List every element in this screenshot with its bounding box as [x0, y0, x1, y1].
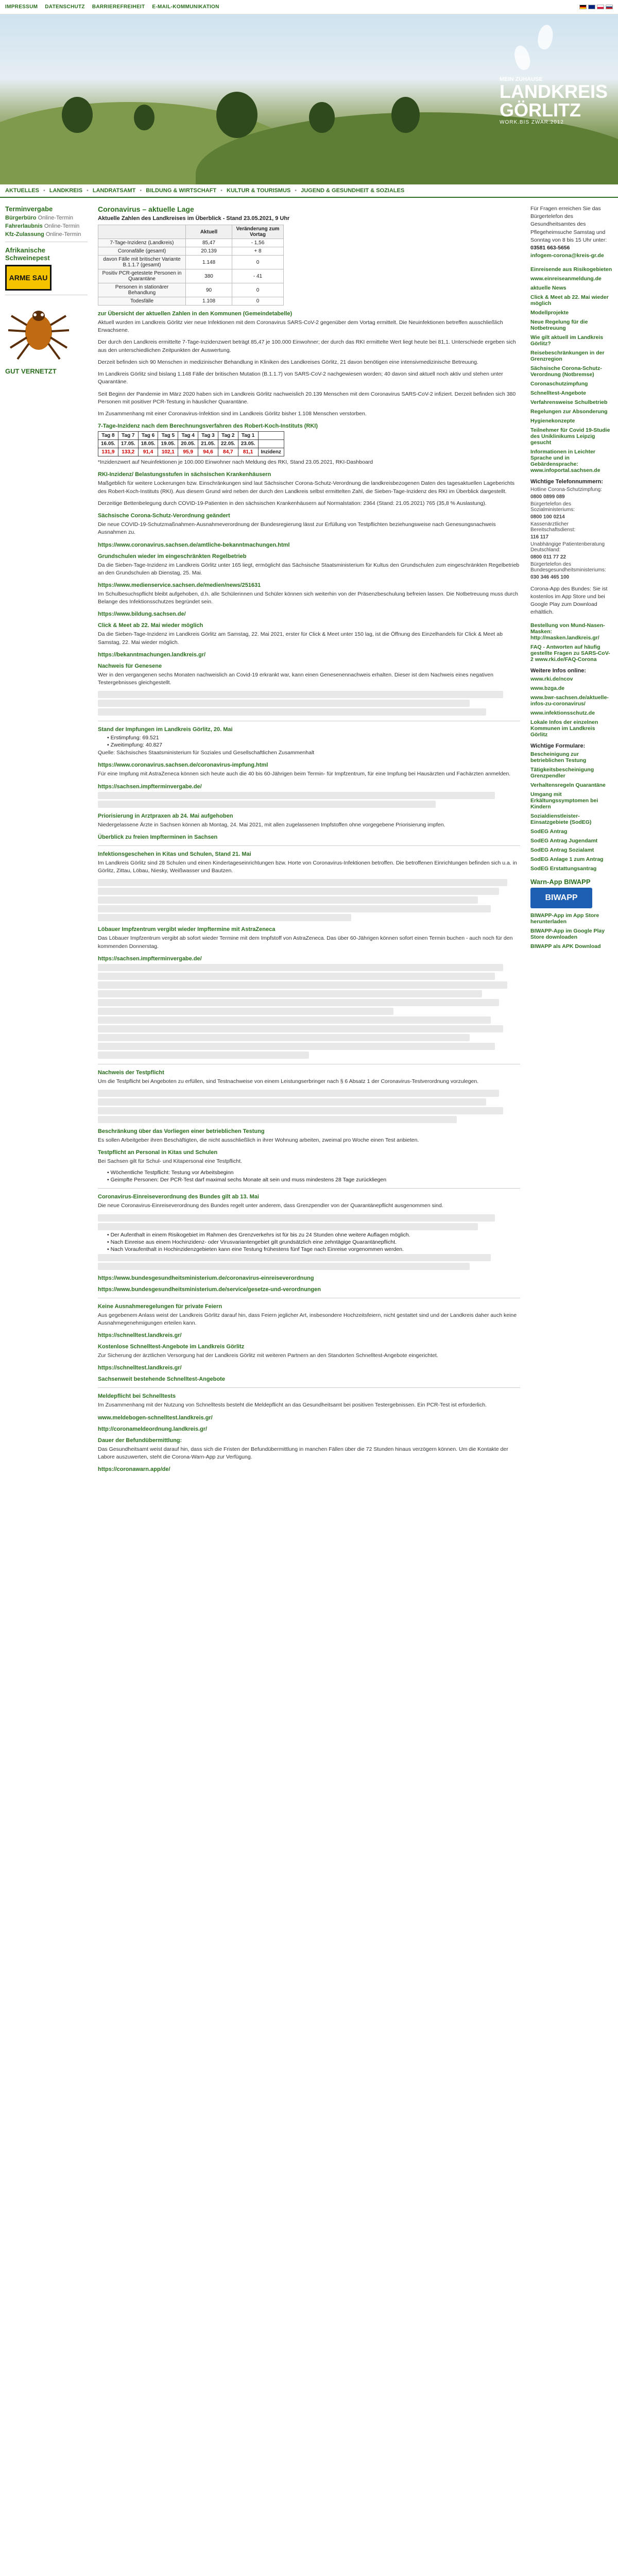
warnapp-heading: Warn-App BIWAPP — [530, 878, 591, 886]
text-line — [98, 801, 436, 808]
termin-link-fahrerlaubnis[interactable] — [5, 223, 88, 229]
paragraph: Derzeit befinden sich 90 Menschen in medizinischer Behandlung in Kliniken des Landkreises Görlitz, 21 davon benötigen eine intensivmedizinische Betreuung. — [98, 359, 478, 365]
nav-separator: • — [220, 188, 222, 194]
nav-separator: • — [87, 188, 89, 194]
form-link[interactable]: Umgang mit Erkältungssymptomen bei Kindern — [530, 791, 598, 810]
paragraph: Da die Sieben-Tage-Inzidenz im Landkreis Görlitz am Samstag, 22. Mai 2021, erster für Click & Meet unter 150 lag, ist die Öffnung des Einzelhandels für Click & Meet ab Samstag, 22. Mai wieder möglich. — [98, 631, 503, 646]
page-body — [0, 198, 618, 1475]
top-nav-impressum[interactable]: IMPRESSUM — [5, 4, 38, 10]
weitere-heading: Weitere Infos online: — [530, 668, 586, 674]
tick-icon — [5, 300, 72, 362]
table-cell: davon Fälle mit britischer Variante B.1.1.7 (gesamt) — [98, 256, 186, 269]
table-cell: Positiv PCR-getestete Personen in Quarantäne — [98, 269, 186, 283]
paragraph: Im Zusammenhang mit einer Coronavirus-Infektion sind im Landkreis Görlitz bisher 1.108 Menschen verstorben. — [98, 410, 367, 417]
tage-cell: 133,2 — [118, 448, 138, 456]
text-line — [98, 1034, 470, 1041]
afrikanische-link[interactable]: Afrikanische Schweinepest — [5, 246, 50, 262]
paragraph: Bei Sachsen gilt für Schul- und Kitapersonal eine Testpflicht. — [98, 1158, 242, 1165]
termin-title: Kfz-Zulassung — [5, 231, 44, 238]
form-link[interactable]: Tätigkeitsbescheinigung Grenzpendler — [530, 767, 594, 779]
tage-cell: 131,9 — [98, 448, 118, 456]
paragraph: Aus gegebenem Anlass weist der Landkreis Görlitz darauf hin, dass Feiern jeglicher Art, insbesondere Hochzeitsfeiern, nicht gestattet sind und der Landkreis daher auch keine Ausnahmegenehmigungen erteilen kann. — [98, 1312, 517, 1326]
sidebar-link[interactable]: Lokale Infos der einzelnen Kommunen im Landkreis Görlitz — [530, 719, 598, 738]
table-cell: - 1,56 — [232, 239, 284, 247]
hotline-number[interactable]: 03581 663-5656 — [530, 245, 570, 251]
flag-pl-icon[interactable] — [597, 5, 604, 9]
tage-cell — [258, 432, 284, 440]
sidebar-link[interactable]: Reisebeschränkungen in der Grenzregion — [530, 349, 605, 362]
nav-kultur[interactable]: KULTUR & TOURISMUS — [227, 188, 291, 194]
form-link[interactable]: Sozialdienstleister-Einsatzgebiete (SodEG) — [530, 813, 592, 826]
tage-note: *Inzidenzwert auf Neuinfektionen je 100.000 Einwohner nach Meldung des RKI, Stand 23.05.2021, RKI-Dashboard — [98, 459, 373, 466]
termin-link-kfz[interactable] — [5, 231, 88, 238]
table-cell: 0 — [232, 256, 284, 269]
arme-sau-banner[interactable]: ARME SAU — [5, 265, 52, 291]
termin-title: Bürgerbüro — [5, 215, 37, 221]
termin-link-buergerbuero[interactable] — [5, 215, 88, 221]
tage-cell: 81,1 — [238, 448, 258, 456]
text-line — [98, 1098, 486, 1106]
sidebar-link[interactable]: www.bwr-sachsen.de/aktuelle-infos-zu-coronavirus/ — [530, 694, 609, 707]
formulare-heading: Wichtige Formulare: — [530, 743, 586, 750]
section-heading: Infektionsgeschehen in Kitas und Schulen, Stand 21. Mai — [98, 851, 251, 857]
list-item: • Nach Voraufenthalt in Hochinzidenzgebieten kann eine Testung frühestens fünf Tage nach Einreise vorgenommen werden. — [107, 1246, 520, 1252]
section-heading: Kostenlose Schnelltest-Angebote im Landkreis Görlitz — [98, 1344, 245, 1350]
site-logo[interactable] — [500, 76, 608, 133]
text-line — [98, 879, 507, 886]
text-line — [98, 792, 495, 799]
stats-subtitle: Aktuelle Zahlen des Landkreises im Überblick - Stand 23.05.2021, 9 Uhr — [98, 215, 290, 222]
hotline-value[interactable]: 0800 0899 089 — [530, 494, 565, 500]
sidebar-link[interactable]: Teilnehmer für Covid 19-Studie des Uniklinikums Leipzig gesucht — [530, 427, 610, 446]
main-nav — [0, 184, 618, 198]
form-link[interactable]: SodEG Anlage 1 zum Antrag — [530, 856, 604, 863]
sidebar-link[interactable]: Hygienekonzepte — [530, 417, 575, 424]
table-header: Aktuell — [186, 225, 232, 239]
rki-heading: 7-Tage-Inzidenz nach dem Berechnungsverfahren des Robert-Koch-Instituts (RKI) — [98, 423, 318, 430]
table-row — [98, 297, 284, 306]
biwapp-logo[interactable]: BIWAPP — [530, 888, 592, 908]
tage-cell: 22.05. — [218, 440, 238, 448]
impftermin-link[interactable]: https://sachsen.impfterminvergabe.de/ — [98, 783, 202, 790]
banner-tree — [62, 97, 93, 133]
table-row — [98, 247, 284, 256]
tage-cell: 84,7 — [218, 448, 238, 456]
flag-de-icon[interactable] — [579, 5, 587, 9]
form-link[interactable]: SodEG Antrag Jugendamt — [530, 838, 598, 844]
text-line — [98, 888, 499, 895]
medienservice-link[interactable]: https://www.medienservice.sachsen.de/medien/news/251631 — [98, 582, 261, 588]
text-line — [98, 990, 482, 997]
hotline-mail[interactable]: infogem-corona@kreis-gr.de — [530, 252, 604, 259]
sidebar-link[interactable]: www.einreiseanmeldung.de — [530, 275, 602, 282]
text-line — [98, 1008, 393, 1015]
paragraph: Es sollen Arbeitgeber ihren Beschäftigten, die nicht ausschließlich in ihrer Wohnung arbeiten, zweimal pro Woche einen Test anbieten. — [98, 1137, 419, 1143]
gemeindetabelle-link[interactable]: zur Übersicht der aktuellen Zahlen in den Kommunen (Gemeindetabelle) — [98, 311, 293, 317]
app-store-link[interactable]: BIWAPP-App im App Store herunterladen — [530, 912, 599, 925]
schnelltest-link[interactable]: Sachsenweit bestehende Schnelltest-Angebote — [98, 1376, 225, 1383]
nav-separator: • — [140, 188, 142, 194]
rki-incidence-table — [98, 431, 284, 456]
logo-line2: LANDKREIS — [500, 81, 608, 102]
table-header-row — [98, 225, 284, 239]
bekanntmachungen-link[interactable]: https://bekanntmachungen.landkreis.gr/ — [98, 651, 206, 658]
page-title: Coronavirus – aktuelle Lage — [98, 205, 194, 213]
logo-tagline: WORK.BIS ZWAR.2012 — [500, 120, 564, 125]
section-heading: Nachweis der Testpflicht — [98, 1069, 164, 1076]
top-nav-datenschutz[interactable]: DATENSCHUTZ — [45, 4, 85, 10]
section-heading: RKI-Inzidenz/ Belastungsstufen in sächsischen Krankenhäusern — [98, 471, 271, 478]
paragraph: Wer in den vergangenen sechs Monaten nachweislich an Covid-19 erkrankt war, kann einen Genesenennachweis erhalten. Dieser ist dem Nachweis eines negativen Testergebnisses gleichgestellt. — [98, 671, 493, 686]
logo-line1: MEIN ZUHAUSE — [500, 76, 543, 82]
paragraph: Die neue Coronavirus-Einreiseverordnung des Bundes regelt unter anderem, dass Grenzpendler von der Quarantänepflicht ausgenommen sind. — [98, 1202, 443, 1209]
terminvergabe-title: Terminvergabe — [5, 205, 53, 213]
gut-vernetzt-heading: GUT VERNETZT — [5, 367, 57, 375]
table-cell: - 41 — [232, 269, 284, 283]
footprint-icon — [536, 24, 555, 50]
tage-cell: Tag 7 — [118, 432, 138, 440]
top-nav — [5, 4, 219, 10]
coronameldeordnung-link[interactable]: http://coronameldeordnung.landkreis.gr/ — [98, 1426, 208, 1432]
sidebar-link[interactable]: Wie gilt aktuell im Landkreis Görlitz? — [530, 334, 604, 347]
paragraph: Zur Sicherung der ärztlichen Versorgung hat der Landkreis Görlitz mit weiteren Partnern an den Standorten Schnelltest-Angebote eingerichtet. — [98, 1352, 438, 1359]
text-line — [98, 964, 503, 971]
form-link[interactable]: SodEG Erstattungsantrag — [530, 866, 597, 872]
table-row — [98, 239, 284, 247]
table-cell: 1.148 — [186, 256, 232, 269]
text-line — [98, 1025, 503, 1032]
hotline-label: Unabhängige Patientenberatung Deutschland: — [530, 541, 605, 553]
tage-cell: 19.05. — [158, 440, 178, 448]
text-line — [98, 905, 491, 912]
text-line — [98, 1090, 499, 1097]
banner-tree — [309, 102, 335, 133]
hotline-value[interactable]: 0800 011 77 22 — [530, 554, 566, 560]
hotline-value[interactable]: 116 117 — [530, 534, 549, 540]
hotline-text: Für Fragen erreichen Sie das Bürgertelefon des Gesundheitsamtes des Pflegeheimsuche Samstag und Sonntag von 8 bis 15 Uhr unter: — [530, 206, 607, 243]
text-line — [98, 1016, 491, 1024]
text-line — [98, 1043, 495, 1050]
sidebar-link[interactable]: Einreisende aus Risikogebieten — [530, 266, 612, 273]
sidebar-link[interactable]: Bestellung von Mund-Nasen-Masken: http://masken.landkreis.gr/ — [530, 622, 605, 641]
right-sidebar — [525, 205, 618, 1475]
tage-date-row — [98, 440, 284, 448]
table-header — [98, 225, 186, 239]
paragraph: Die neue COVID-19-Schutzmaßnahmen-Ausnahmeverordnung der Bundesregierung lässt zur Erfüllung von Testpflichten beziehungsweise nach Genesungsnachweis Ausnahmen zu. — [98, 521, 496, 536]
header-banner — [0, 14, 618, 184]
text-line — [98, 1254, 491, 1261]
sidebar-link[interactable]: Coronaschutzimpfung — [530, 380, 588, 387]
section-heading: Click & Meet ab 22. Mai wieder möglich — [98, 622, 203, 629]
table-cell: 20.139 — [186, 247, 232, 256]
table-cell: 1.108 — [186, 297, 232, 306]
section-heading: Testpflicht an Personal in Kitas und Schulen — [98, 1149, 218, 1156]
hotline-label: Kassenärztlicher Bereitschaftsdienst: — [530, 521, 576, 533]
text-line — [98, 896, 478, 904]
termin-sub: Online-Termin — [45, 231, 81, 238]
table-cell: Personen in stationärer Behandlung — [98, 283, 186, 297]
nav-separator: • — [43, 188, 45, 194]
section-heading: Grundschulen wieder im eingeschränkten Regelbetrieb — [98, 553, 247, 560]
flag-en-icon[interactable] — [588, 5, 595, 9]
paragraph: Im Landkreis Görlitz sind 28 Schulen und einen Kindertageseinrichtungen bzw. Horte von Coronavirus-Infektionen betroffen. Die betroffenen Einrichtungen befinden sich u.a. in Görlitz, Zittau, Löbau, Niesky, Weißwasser und Bautzen. — [98, 859, 517, 874]
paragraph: Im Zusammenhang mit der Nutzung von Schnelltests besteht die Meldepflicht an das Gesundheitsamt bei positiven Testergebnissen. Ein PCR-Test ist erforderlich. — [98, 1402, 487, 1409]
form-link[interactable]: Bescheinigung zur betrieblichen Testung — [530, 751, 587, 764]
text-line — [98, 1116, 457, 1123]
einreise-link[interactable]: https://www.bundesgesundheitsministerium.de/coronavirus-einreiseverordnung — [98, 1275, 314, 1281]
sidebar-link[interactable]: Informationen in Leichter Sprache und in Gebärdensprache: www.infoportal.sachsen.de — [530, 448, 600, 473]
form-link[interactable]: Verhaltensregeln Quarantäne — [530, 782, 606, 789]
section-heading: Beschränkung über das Vorliegen einer betrieblichen Testung — [98, 1128, 265, 1134]
sidebar-link[interactable]: www.bzga.de — [530, 685, 565, 692]
table-cell: 380 — [186, 269, 232, 283]
text-line — [98, 1052, 309, 1059]
text-line — [98, 1223, 478, 1230]
banner-tree — [134, 105, 154, 130]
divider — [98, 1188, 520, 1189]
section-heading: Keine Ausnahmeregelungen für private Feiern — [98, 1303, 222, 1310]
section-heading: Priorisierung in Arztpraxen ab 24. Mai aufgehoben — [98, 812, 233, 819]
tage-cell: Tag 3 — [198, 432, 218, 440]
section-heading: Sächsische Corona-Schutz-Verordnung geändert — [98, 513, 230, 519]
sidebar-link[interactable]: Neue Regelung für die Notbetreuung — [530, 318, 588, 331]
hotline-box — [530, 205, 613, 260]
termin-title: Fahrerlaubnis — [5, 223, 43, 229]
flag-cz-icon[interactable] — [606, 5, 613, 9]
text-line — [98, 1263, 470, 1270]
hotline-label: Bürgertelefon des Bundesgesundheitsministeriums: — [530, 561, 606, 573]
sidebar-link[interactable]: Sächsische Corona-Schutz-Verordnung (Notbremse) — [530, 365, 602, 378]
tage-cell: Tag 6 — [138, 432, 158, 440]
paragraph: Seit Beginn der Pandemie im März 2020 haben sich im Landkreis Görlitz nachweislich 20.139 Menschen mit dem Coronavirus SARS-CoV-2 infiziert. Derzeit befinden sich 380 Personen mit positiver PCR-Testung in häuslicher Quarantäne. — [98, 391, 516, 405]
testangebote-link[interactable]: https://schnelltest.landkreis.gr/ — [98, 1365, 182, 1371]
sidebar-link[interactable]: FAQ - Antworten auf häufig gestellte Fragen zu SARS-CoV-2 www.rki.de/FAQ-Corona — [530, 644, 610, 663]
paragraph: Das Gesundheitsamt weist darauf hin, dass sich die Fristen der Befundübermittlung in manchen Fällen über die 72 Stunden hinaus verzögern können. Um die Kontakte der Labore auszuwerten, steht die Corona-Warn-App zur Verfügung. — [98, 1446, 508, 1460]
table-row — [98, 269, 284, 283]
sidebar-link[interactable]: Regelungen zur Absonderung — [530, 408, 608, 415]
banner-tree — [216, 92, 258, 138]
paragraph: Im Landkreis Görlitz sind bislang 1.148 Fälle der britischen Mutation (B.1.1.7) von SARS-CoV-2 nachgewiesen worden; 40 davon sind aktuell noch aktiv und stehen unter Quarantäne. — [98, 371, 503, 385]
tick-warning-image[interactable] — [5, 300, 72, 362]
table-cell: 0 — [232, 283, 284, 297]
section-heading: Meldepflicht bei Schnelltests — [98, 1393, 176, 1400]
hotline-label: Hotline Corona-Schutzimpfung: — [530, 486, 602, 493]
section-heading: Nachweis für Genesene — [98, 663, 162, 669]
verordnungen-link[interactable]: https://www.bundesgesundheitsministerium.de/service/gesetze-und-verordnungen — [98, 1286, 321, 1293]
hotline-label: Bürgertelefon des Sozialministeriums: — [530, 501, 575, 513]
paragraph: Für eine Impfung mit AstraZeneca können sich heute auch die 40 bis 60-Jährigen beim Termin- für Impfzentrum, für eine Impfung bei Hausärzten und Fachärzten anmelden. — [98, 771, 511, 777]
tage-cell: 17.05. — [118, 440, 138, 448]
paragraph: Im Schulbesuchspflicht bleibt aufgehoben, d.h. alle Schülerinnen und Schüler können sich weiterhin von der Präsenzbeschulung befreien lassen. Die Notbetreuung muss durch Belange des Infektionsschutzes begründet sein. — [98, 590, 519, 605]
stats-table — [98, 225, 284, 306]
text-line — [98, 691, 503, 698]
text-line — [98, 700, 470, 707]
bildung-link[interactable]: https://www.bildung.sachsen.de/ — [98, 611, 186, 618]
section-heading: Löbauer Impfzentrum vergibt wieder Impftermine mit AstraZeneca — [98, 926, 276, 933]
tage-cell: 91,4 — [138, 448, 158, 456]
paragraph: Derzeitige Bettenbelegung durch COVID-19-Patienten in den sächsischen Krankenhäusern auf Normalstation: 2364 (Stand: 21.05.2021) 765 (35,8 % Auslastung). — [98, 500, 487, 506]
table-cell: Coronafälle (gesamt) — [98, 247, 186, 256]
sidebar-link[interactable]: www.rki.de/ncov — [530, 676, 573, 683]
tage-cell: 21.05. — [198, 440, 218, 448]
freie-termine-link[interactable]: Überblick zu freien Impfterminen in Sachsen — [98, 834, 218, 840]
termin-sub: Online-Termin — [38, 215, 74, 221]
table-header: Veränderung zum Vortag — [232, 225, 284, 239]
sidebar-link[interactable]: Schnelltest-Angebote — [530, 389, 586, 396]
text-line — [98, 914, 351, 921]
top-nav-email[interactable]: E-MAIL-KOMMUNIKATION — [152, 4, 219, 10]
termin-sub: Online-Termin — [44, 223, 80, 229]
loebau-link[interactable]: https://sachsen.impfterminvergabe.de/ — [98, 955, 202, 962]
tage-cell: Tag 1 — [238, 432, 258, 440]
table-cell: 7-Tage-Inzidenz (Landkreis) — [98, 239, 186, 247]
sidebar-link[interactable]: aktuelle News — [530, 284, 566, 291]
nav-jugend[interactable]: JUGEND & GESUNDHEIT & SOZIALES — [301, 188, 405, 194]
language-flags — [579, 5, 613, 9]
text-line — [98, 999, 499, 1006]
tage-cell: Tag 2 — [218, 432, 238, 440]
tage-value-row — [98, 448, 284, 456]
tage-cell: 95,9 — [178, 448, 198, 456]
nav-aktuelles[interactable]: AKTUELLES — [5, 188, 39, 194]
hotline-value[interactable]: 0800 100 0214 — [530, 514, 565, 520]
tage-cell: Tag 5 — [158, 432, 178, 440]
sachsen-link[interactable]: https://www.coronavirus.sachsen.de/amtliche-bekanntmachungen.html — [98, 541, 290, 548]
coronawarn-link[interactable]: https://coronawarn.app/de/ — [98, 1466, 170, 1472]
list-item: • Erstimpfung: 69.521 — [107, 735, 520, 741]
top-bar — [0, 0, 618, 14]
text-line — [98, 1107, 503, 1114]
app-text: Corona-App des Bundes: Sie ist kostenlos im App Store und bei Google Play zum Download erhältlich. — [530, 585, 608, 616]
nav-separator: • — [295, 188, 297, 194]
text-line — [98, 973, 495, 980]
divider — [98, 1387, 520, 1388]
paragraph: Quelle: Sächsisches Staatsministerium für Soziales und Gesellschaftlichen Zusammenhalt — [98, 750, 315, 756]
paragraph: Da die Sieben-Tage-Inzidenz im Landkreis Görlitz unter 165 liegt, ermöglicht das Sächsische Staatsministerium für Kultus den Grundschulen zum eingeschränkten Regelbetrieb an den Grundschulen ab Dienstag, 25. Mai. — [98, 562, 520, 576]
hotlines-heading: Wichtige Telefonnummern: — [530, 478, 603, 485]
list-item: • Nach Einreise aus einem Hochinzidenz- oder Virusvariantengebiet gilt grundsätzlich eine zehntägige Quarantänepflicht. — [107, 1239, 520, 1245]
sidebar-link[interactable]: Modellprojekte — [530, 309, 569, 316]
list-item: • Der Aufenthalt in einem Risikogebiet im Rahmen des Grenzverkehrs ist für bis zu 24 Stunden ohne weitere Auflagen möglich. — [107, 1232, 520, 1238]
table-row — [98, 256, 284, 269]
tage-cell: 94,6 — [198, 448, 218, 456]
meldebogen-link[interactable]: www.meldebogen-schnelltest.landkreis.gr/ — [98, 1414, 213, 1421]
section-heading: Coronavirus-Einreiseverordnung des Bundes gilt ab 13. Mai — [98, 1194, 259, 1200]
paragraph: Der durch den Landkreis ermittelte 7-Tage-Inzidenzwert beträgt 85,47 je 100.000 Einwohner; der durch das RKI ermittelte Wert liegt heute bei 81,1. Unterschiede ergeben sich aus den unterschiedlichen Zeitpunkten der Auswertung. — [98, 339, 516, 353]
sidebar-link[interactable]: www.infektionsschutz.de — [530, 710, 595, 717]
nav-landratsamt[interactable]: LANDRATSAMT — [92, 188, 136, 194]
text-line — [98, 981, 507, 989]
tage-head-row — [98, 432, 284, 440]
sidebar-link[interactable]: Click & Meet ab 22. Mai wieder möglich — [530, 294, 609, 307]
table-cell: + 8 — [232, 247, 284, 256]
tage-cell: Inzidenz — [258, 448, 284, 456]
form-link[interactable]: SodEG Antrag — [530, 828, 568, 835]
nav-landkreis[interactable]: LANDKREIS — [49, 188, 83, 194]
section-heading: Stand der Impfungen im Landkreis Görlitz, 20. Mai — [98, 726, 233, 733]
tage-cell: 16.05. — [98, 440, 118, 448]
paragraph: Maßgeblich für weitere Lockerungen bzw. Einschränkungen sind laut Sächsischer Corona-Schutz-Verordnung die landkreisbezogenen Daten des tagesaktuellen Lageberichts des Robert-Koch-Instituts (RKI). Aus diesem Grund wird neben der durch den Landkreis selbst ermittelten Zahl, die Sieben-Tage-Inzidenz des RKI im Überblick dargestellt. — [98, 480, 514, 495]
banner-tree — [391, 97, 420, 133]
text-line — [98, 1214, 495, 1222]
tage-cell — [258, 440, 284, 448]
pflege-link[interactable]: https://schnelltest.landkreis.gr/ — [98, 1332, 182, 1339]
nav-bildung[interactable]: BILDUNG & WIRTSCHAFT — [146, 188, 217, 194]
section-heading: Dauer der Befundübermittlung: — [98, 1437, 182, 1444]
tage-cell: Tag 4 — [178, 432, 198, 440]
impfung-link[interactable]: https://www.coronavirus.sachsen.de/coronavirus-impfung.html — [98, 762, 268, 769]
paragraph: Um die Testpflicht bei Angeboten zu erfüllen, sind Testnachweise von einem Leistungserbringer nach § 6 Absatz 1 der Coronavirus-Testverordnung vorzulegen. — [98, 1078, 479, 1084]
text-line — [98, 708, 486, 716]
sidebar-link[interactable]: Verfahrensweise Schulbetrieb — [530, 399, 608, 405]
table-cell: 0 — [232, 297, 284, 306]
paragraph: Niedergelassene Ärzte in Sachsen können ab Montag, 24. Mai 2021, mit allen zugelassenen Impfstoffen ohne vorgegebene Priorisierung impfen. — [98, 821, 445, 828]
tage-cell: 102,1 — [158, 448, 178, 456]
tage-cell: Tag 8 — [98, 432, 118, 440]
left-sidebar — [0, 205, 93, 1475]
list-item: • Wöchentliche Testpflicht: Testung vor Arbeitsbeginn — [107, 1170, 520, 1176]
table-cell: Todesfälle — [98, 297, 186, 306]
list-item: • Geimpfte Personen: Der PCR-Test darf maximal sechs Monate alt sein und muss mindestens 28 Tage zurückliegen — [107, 1177, 520, 1183]
table-row — [98, 283, 284, 297]
tage-cell: 23.05. — [238, 440, 258, 448]
apk-link[interactable]: BIWAPP als APK Download — [530, 943, 601, 950]
hotline-value[interactable]: 030 346 465 100 — [530, 574, 570, 580]
top-nav-barrierefreiheit[interactable]: BARRIEREFREIHEIT — [92, 4, 145, 10]
paragraph: Das Löbauer Impfzentrum vergibt ab sofort wieder Termine mit dem Impfstoff von AstraZeneca. Das über 60-Jährigen können sofort einen Termin buchen - auch noch für den kommenden Donnerstag. — [98, 935, 513, 950]
main-content — [93, 205, 525, 1475]
footprint-icon — [512, 44, 532, 72]
form-link[interactable]: SodEG Antrag Sozialamt — [530, 847, 594, 854]
table-cell: 90 — [186, 283, 232, 297]
tage-cell: 20.05. — [178, 440, 198, 448]
divider — [98, 845, 520, 846]
logo-line3: GÖRLITZ — [500, 99, 581, 121]
paragraph: Aktuell wurden im Landkreis Görlitz vier neue Infektionen mit dem Coronavirus SARS-CoV-2 gegenüber dem Vortag ermittelt. Die Neuinfektionen betreffen ausschließlich Erwachsene. — [98, 319, 503, 334]
tage-cell: 18.05. — [138, 440, 158, 448]
list-item: • Zweitimpfung: 40.827 — [107, 742, 520, 748]
play-store-link[interactable]: BIWAPP-App im Google Play Store downloaden — [530, 928, 605, 941]
table-cell: 85,47 — [186, 239, 232, 247]
